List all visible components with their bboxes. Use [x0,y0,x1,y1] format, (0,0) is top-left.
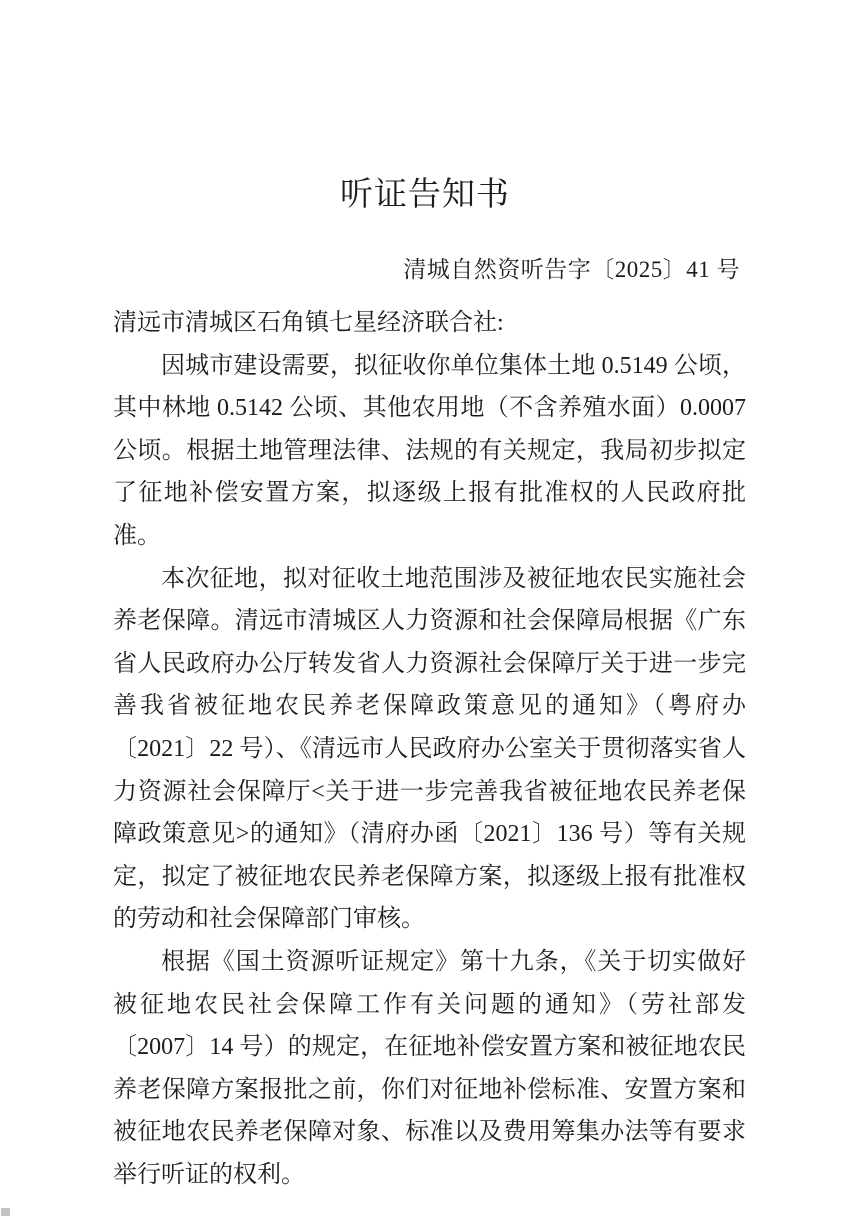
document-title: 听证告知书 [340,177,510,213]
body-paragraph-3: 根据《国土资源听证规定》第十九条，《关于切实做好被征地农民社会保障工作有关问题的通知》（劳社部发〔2007〕14 号）的规定，在征地补偿安置方案和被征地农民养老保障方案报批之前，你们对征地补偿标准、安置方案和被征地农民养老保障对象、标准以及费用筹集办法等有要求举行听证的权利。 [113,948,746,1188]
body-paragraph-1: 因城市建设需要，拟征收你单位集体土地 0.5149 公顷，其中林地 0.5142 公顷、其他农用地（不含养殖水面）0.0007 公顷。根据土地管理法律、法规的有关规定，我局初步拟定了征地补偿安置方案，拟逐级上报有批准权的人民政府批准。 [113,352,746,549]
body-paragraph-2: 本次征地，拟对征收土地范围涉及被征地农民实施社会养老保障。清远市清城区人力资源和社会保障局根据《广东省人民政府办公厅转发省人力资源社会保障厅关于进一步完善我省被征地农民养老保障政策意见的通知》（粤府办〔2021〕22 号）、《清远市人民政府办公室关于贯彻落实省人力资源社会保障厅<关于进一步完善我省被征地农民养老保障政策意见>的通知》（清府办函〔2021〕136 号）等有关规定，拟定了被征地农民养老保障方案，拟逐级上报有批准权的劳动和社会保障部门审核。 [113,565,746,933]
document-body [113,302,746,1196]
document-number: 清城自然资听告字〔2025〕41 号 [403,257,740,282]
scan-artifact-mark [1,1208,10,1216]
addressee-line: 清远市清城区石角镇七星经济联合社: [113,310,504,336]
